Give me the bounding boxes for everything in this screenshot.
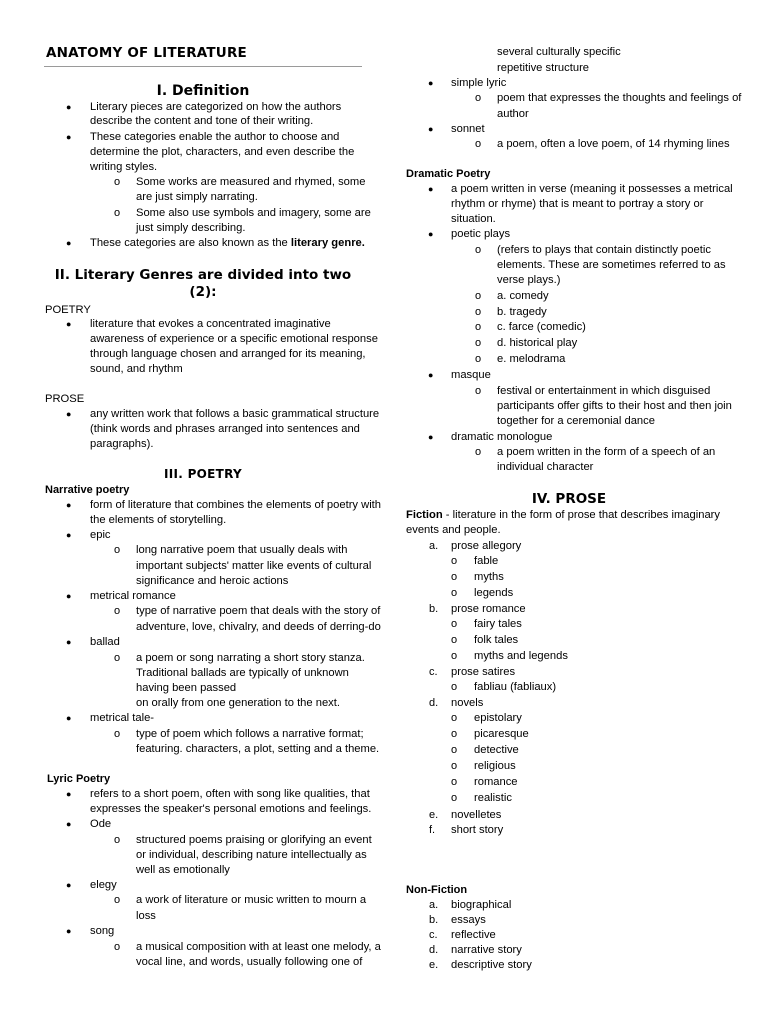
sub-bullet-icon: o (451, 728, 458, 740)
non-fiction-letter: a. (429, 899, 439, 911)
fiction-subitem-religious: religious (474, 760, 516, 772)
sub-bullet-icon: o (451, 571, 458, 583)
sub-bullet-icon: o (114, 834, 121, 846)
elegy-label: elegy (90, 879, 117, 891)
fiction-subitem-realistic: realistic (474, 792, 512, 804)
sub-bullet-icon: o (451, 555, 458, 567)
ode-label: Ode (90, 818, 112, 830)
poetic-plays-definition-line-3: verse plays.) (497, 274, 561, 286)
sub-bullet-icon: o (451, 792, 458, 804)
sub-bullet-icon: o (451, 618, 458, 630)
fiction-letter: f. (429, 824, 436, 836)
ballad-definition-line-3: having been passed (136, 682, 237, 694)
sub-bullet-icon: o (475, 244, 482, 256)
definition-sub-1-line-1: Some works are measured and rhymed, some (136, 176, 366, 188)
bullet-icon: ● (428, 370, 434, 380)
metrical-tale-definition-line-2: featuring. characters, a plot, setting and a theme. (136, 743, 380, 755)
definition-sub-2-line-2: just simply describing. (136, 222, 246, 234)
dramatic-monologue-definition-line-1: a poem written in the form of a speech of an (497, 446, 716, 458)
bullet-icon: ● (66, 789, 72, 799)
sub-bullet-icon: o (114, 207, 121, 219)
sub-bullet-icon: o (114, 176, 121, 188)
poetry-definition-line-3: through language chosen and arranged for its meaning, (90, 348, 366, 360)
sub-bullet-icon: o (114, 605, 121, 617)
metrical-romance-label: metrical romance (90, 590, 176, 602)
non-fiction-letter: c. (429, 929, 438, 941)
definition-text-3: These categories are also known as the literary genre. (90, 237, 365, 249)
prose-definition-line-1: any written work that follows a basic grammatical structure (90, 408, 380, 420)
bullet-icon: ● (66, 238, 72, 248)
bullet-icon: ● (428, 432, 434, 442)
sub-bullet-icon: o (475, 138, 482, 150)
sub-bullet-icon: o (475, 337, 482, 349)
fiction-subitem-myths-and-legends: myths and legends (474, 650, 568, 662)
non-fiction-label: Non-Fiction (406, 884, 468, 896)
bullet-icon: ● (66, 819, 72, 829)
metrical-romance-definition-line-1: type of narrative poem that deals with the story of (136, 605, 381, 617)
prose-label: PROSE (45, 393, 85, 405)
prose-definition-line-3: paragraphs). (90, 438, 154, 450)
bullet-icon: ● (66, 132, 72, 142)
sub-bullet-icon: o (451, 712, 458, 724)
narrative-poetry-label: Narrative poetry (45, 484, 130, 496)
fiction-subitem-epistolary: epistolary (474, 712, 522, 724)
dramatic-poetry-label: Dramatic Poetry (406, 168, 491, 180)
definition-text-1-line-1: Literary pieces are categorized on how the authors (90, 101, 342, 113)
poetic-plays-definition-line-2: elements. These are sometimes referred to as (497, 259, 726, 271)
definition-sub-2-line-1: Some also use symbols and imagery, some are (136, 207, 371, 219)
sub-bullet-icon: o (114, 544, 121, 556)
fiction-subitem-myths: myths (474, 571, 504, 583)
fiction-subitem-fable: fable (474, 555, 499, 567)
fiction-subitem-romance: romance (474, 776, 518, 788)
fiction-item-novels: novels (451, 697, 484, 709)
non-fiction-letter: d. (429, 944, 439, 956)
sub-bullet-icon: o (114, 652, 121, 664)
section-genres-heading-line-2: (2): (189, 284, 217, 300)
fiction-definition-line-1: Fiction - literature in the form of prose that describes imaginary (406, 509, 720, 521)
simple-lyric-definition-line-1: poem that expresses the thoughts and feelings of (497, 92, 742, 104)
bullet-icon: ● (428, 229, 434, 239)
non-fiction-item-reflective: reflective (451, 929, 496, 941)
epic-definition-line-2: important subjects' matter like events of cultural (136, 560, 372, 572)
sub-bullet-icon: o (451, 776, 458, 788)
bullet-icon: ● (428, 184, 434, 194)
fiction-letter: d. (429, 697, 439, 709)
elegy-definition-line-1: a work of literature or music written to mourn a (136, 894, 367, 906)
non-fiction-letter: e. (429, 959, 439, 971)
non-fiction-letter: b. (429, 914, 439, 926)
masque-definition-line-2: participants offer gifts to their host and then join (497, 400, 732, 412)
sonnet-definition: a poem, often a love poem, of 14 rhyming lines (497, 138, 730, 150)
sub-bullet-icon: o (451, 744, 458, 756)
fiction-subitem-fabliau: fabliau (fabliaux) (474, 681, 557, 693)
ode-definition-line-1: structured poems praising or glorifying an event (136, 834, 372, 846)
non-fiction-item-biographical: biographical (451, 899, 512, 911)
fiction-definition-line-2: events and people. (406, 524, 501, 536)
dramatic-definition-line-1: a poem written in verse (meaning it possesses a metrical (451, 183, 733, 195)
document-title: ANATOMY OF LITERATURE (46, 45, 247, 61)
bullet-icon: ● (428, 124, 434, 134)
sub-bullet-icon: o (114, 728, 121, 740)
metrical-tale-definition-line-1: type of poem which follows a narrative format; (136, 728, 364, 740)
sub-bullet-icon: o (475, 353, 482, 365)
epic-label: epic (90, 529, 111, 541)
bullet-icon: ● (66, 102, 72, 112)
definition-text-2-line-2: determine the plot, characters, and even describe the (90, 146, 355, 158)
sub-bullet-icon: o (451, 681, 458, 693)
section-definition-heading: I. Definition (156, 83, 250, 99)
poetry-definition-line-2: awareness of experience or a specific emotional response (90, 333, 378, 345)
bullet-icon: ● (66, 500, 72, 510)
play-type-comedy: a. comedy (497, 290, 549, 302)
sub-bullet-icon: o (451, 650, 458, 662)
sub-bullet-icon: o (451, 634, 458, 646)
fiction-letter: a. (429, 540, 439, 552)
dramatic-definition-line-3: situation. (451, 213, 496, 225)
fiction-subitem-legends: legends (474, 587, 514, 599)
fiction-subitem-picaresque: picaresque (474, 728, 529, 740)
section-prose-heading: IV. PROSE (531, 491, 607, 507)
bullet-icon: ● (66, 926, 72, 936)
poetry-label: POETRY (45, 304, 91, 316)
song-label: song (90, 925, 115, 937)
definition-text-1-line-2: describe the content and tone of their writing. (90, 115, 314, 127)
song-definition-line-2: vocal line, and words, usually following one of (136, 956, 363, 968)
song-definition-line-1: a musical composition with at least one melody, a (136, 941, 381, 953)
ballad-label: ballad (90, 636, 120, 648)
bullet-icon: ● (66, 637, 72, 647)
sub-bullet-icon: o (475, 385, 482, 397)
narrative-definition-line-2: the elements of storytelling. (90, 514, 227, 526)
narrative-definition-line-1: form of literature that combines the elements of poetry with (90, 499, 382, 511)
play-type-tragedy: b. tragedy (497, 306, 547, 318)
ballad-definition-line-1: a poem or song narrating a short story stanza. (136, 652, 365, 664)
sub-bullet-icon: o (114, 894, 121, 906)
definition-text-2-line-3: writing styles. (90, 161, 158, 173)
bullet-icon: ● (66, 319, 72, 329)
fiction-label: Fiction (406, 509, 443, 521)
lyric-definition-line-1: refers to a short poem, often with song like qualities, that (90, 788, 370, 800)
play-type-historical: d. historical play (497, 337, 578, 349)
non-fiction-item-essays: essays (451, 914, 486, 926)
sub-bullet-icon: o (451, 760, 458, 772)
masque-definition-line-1: festival or entertainment in which disguised (497, 385, 711, 397)
definition-sub-1-line-2: are just simply narrating. (136, 191, 258, 203)
prose-definition-line-2: (think words and phrases arranged into sentences and (90, 423, 360, 435)
simple-lyric-definition-line-2: author (497, 108, 529, 120)
fiction-letter: b. (429, 603, 439, 615)
fiction-letter: c. (429, 666, 438, 678)
song-definition-line-3: several culturally specific (497, 46, 621, 58)
song-definition-line-4: repetitive structure (497, 62, 590, 74)
epic-definition-line-3: significance and heroic actions (136, 575, 289, 587)
masque-label: masque (451, 369, 491, 381)
poetry-definition-line-4: sound, and rhythm (90, 363, 183, 375)
poetry-definition-line-1: literature that evokes a concentrated imaginative (90, 318, 331, 330)
simple-lyric-label: simple lyric (451, 77, 507, 89)
ode-definition-line-2: or individual, describing nature intellectually as (136, 849, 367, 861)
dramatic-definition-line-2: rhythm or rhyme) that is meant to portray a story or (451, 198, 704, 210)
sub-bullet-icon: o (475, 446, 482, 458)
sonnet-label: sonnet (451, 123, 485, 135)
metrical-romance-definition-line-2: adventure, love, chivalry, and deeds of derring-do (136, 621, 381, 633)
fiction-subitem-detective: detective (474, 744, 519, 756)
epic-definition-line-1: long narrative poem that usually deals with (136, 544, 348, 556)
fiction-item-short-story: short story (451, 824, 504, 836)
fiction-subitem-fairy-tales: fairy tales (474, 618, 522, 630)
bullet-icon: ● (66, 591, 72, 601)
dramatic-monologue-definition-line-2: individual character (497, 461, 594, 473)
bullet-icon: ● (66, 409, 72, 419)
section-genres-heading-line-1: II. Literary Genres are divided into two (54, 267, 352, 283)
bullet-icon: ● (66, 530, 72, 540)
bullet-icon: ● (428, 78, 434, 88)
fiction-item-prose-satires: prose satires (451, 666, 516, 678)
play-type-melodrama: e. melodrama (497, 353, 566, 365)
lyric-definition-line-2: expresses the speaker's personal emotions and feelings. (90, 803, 372, 815)
lyric-poetry-label: Lyric Poetry (47, 773, 111, 785)
title-rule (44, 66, 362, 67)
ballad-definition-line-4: on orally from one generation to the next. (136, 697, 340, 709)
masque-definition-line-3: together for a ceremonial dance (497, 415, 655, 427)
ballad-definition-line-2: Traditional ballads are typically of unknown (136, 667, 349, 679)
section-poetry-heading: III. POETRY (163, 467, 243, 481)
poetic-plays-label: poetic plays (451, 228, 511, 240)
sub-bullet-icon: o (475, 290, 482, 302)
non-fiction-item-descriptive-story: descriptive story (451, 959, 532, 971)
metrical-tale-label: metrical tale- (90, 712, 155, 724)
sub-bullet-icon: o (475, 321, 482, 333)
definition-text-2-line-1: These categories enable the author to choose and (90, 131, 340, 143)
dramatic-monologue-label: dramatic monologue (451, 431, 553, 443)
sub-bullet-icon: o (451, 587, 458, 599)
fiction-subitem-folk-tales: folk tales (474, 634, 519, 646)
fiction-item-prose-allegory: prose allegory (451, 540, 522, 552)
bullet-icon: ● (66, 880, 72, 890)
non-fiction-item-narrative-story: narrative story (451, 944, 522, 956)
bullet-icon: ● (66, 713, 72, 723)
sub-bullet-icon: o (475, 92, 482, 104)
elegy-definition-line-2: loss (136, 910, 156, 922)
fiction-item-novelletes: novelletes (451, 809, 502, 821)
poetic-plays-definition-line-1: (refers to plays that contain distinctly poetic (497, 244, 711, 256)
fiction-item-prose-romance: prose romance (451, 603, 526, 615)
ode-definition-line-3: well as emotionally (136, 864, 230, 876)
fiction-letter: e. (429, 809, 439, 821)
sub-bullet-icon: o (475, 306, 482, 318)
sub-bullet-icon: o (114, 941, 121, 953)
play-type-farce: c. farce (comedic) (497, 321, 586, 333)
